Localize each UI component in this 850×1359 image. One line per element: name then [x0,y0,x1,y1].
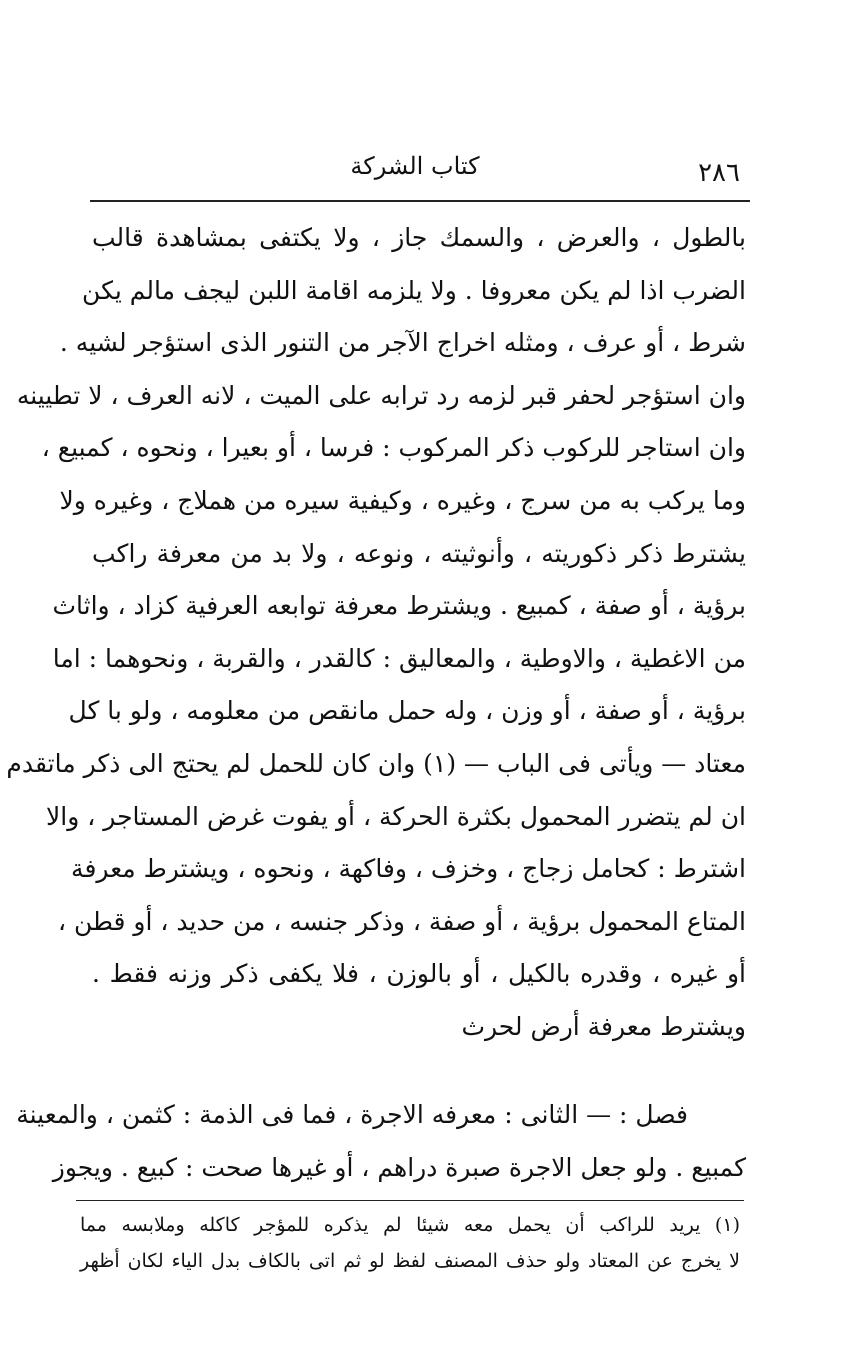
text-line: ان لم يتضرر المحمول بكثرة الحركة ، أو يفوت غرض المستاجر ، والا [46,801,746,831]
footnote-rule [76,1200,744,1201]
text-line: معتاد — ويأتى فى الباب — (١) وان كان للحمل لم يحتج الى ذكر ماتقدم [6,748,746,778]
text-line: برؤية ، أو صفة ، أو وزن ، وله حمل مانقص من معلومه ، ولو با كل [68,696,746,726]
footnote-line: (١) يريد للراكب أن يحمل معه شيئا لم يذكره للمؤجر كاكله وملابسه مما [80,1214,740,1236]
text-line: أو غيره ، وقدره بالكيل ، أو بالوزن ، فلا يكفى ذكر وزنه فقط . [92,959,746,989]
text-line: وان استؤجر لحفر قبر لزمه رد ترابه على الميت ، لانه العرف ، لا تطيينه [16,380,746,410]
text-line: بالطول ، والعرض ، والسمك جاز ، ولا يكتفى بمشاهدة قالب [92,223,746,252]
text-line: وما يركب به من سرج ، وغيره ، وكيفية سيره من هملاج ، وغيره ولا [59,485,746,515]
footnotes [80,1207,740,1279]
text-line: برؤية ، أو صفة ، كمبيع . ويشترط معرفة توابعه العرفية كزاد ، واثاث [52,591,746,621]
text-line: المتاع المحمول برؤية ، أو صفة ، وذكر جنسه ، من حديد ، أو قطن ، [57,906,746,936]
page-number: ٢٨٦ [698,158,740,188]
page-header [90,152,740,192]
section-second-line: كمبيع . ولو جعل الاجرة صبرة دراهم ، أو غيرها صحت : كبيع . ويجوز [52,1152,746,1182]
text-line: شرط ، أو عرف ، ومثله اخراج الآجر من التنور الذى استؤجر لشيه . [59,328,746,358]
section-fasl [16,1089,746,1194]
text-line: يشترط ذكر ذكوريته ، وأنوثيته ، ونوعه ، ولا بد من معرفة راكب [92,538,746,568]
section-first-line: فصل : — الثانى : معرفه الاجرة ، فما فى الذمة : كثمن ، والمعينة [16,1100,688,1129]
text-line: الضرب اذا لم يكن معروفا . ولا يلزمه اقامة اللبن ليجف مالم يكن [82,275,746,305]
text-line: اشترط : كحامل زجاج ، وخزف ، وفاكهة ، ونحوه ، ويشترط معرفة [71,854,746,884]
text-line: وان استاجر للركوب ذكر المركوب : فرسا ، أو بعيرا ، ونحوه ، كمبيع ، [41,433,746,463]
page-title: كتاب الشركة [350,152,480,180]
text-line-last: ويشترط معرفة أرض لحرث [461,1011,746,1041]
text-line: من الاغطية ، والاوطية ، والمعاليق : كالقدر ، والقربة ، ونحوهما : اما [52,643,746,673]
body-text [6,212,746,1054]
footnote-line: لا يخرج عن المعتاد ولو حذف المصنف لفظ لو ثم اتى بالكاف بدل الياء لكان أظهر [80,1250,740,1272]
header-rule [90,200,750,202]
